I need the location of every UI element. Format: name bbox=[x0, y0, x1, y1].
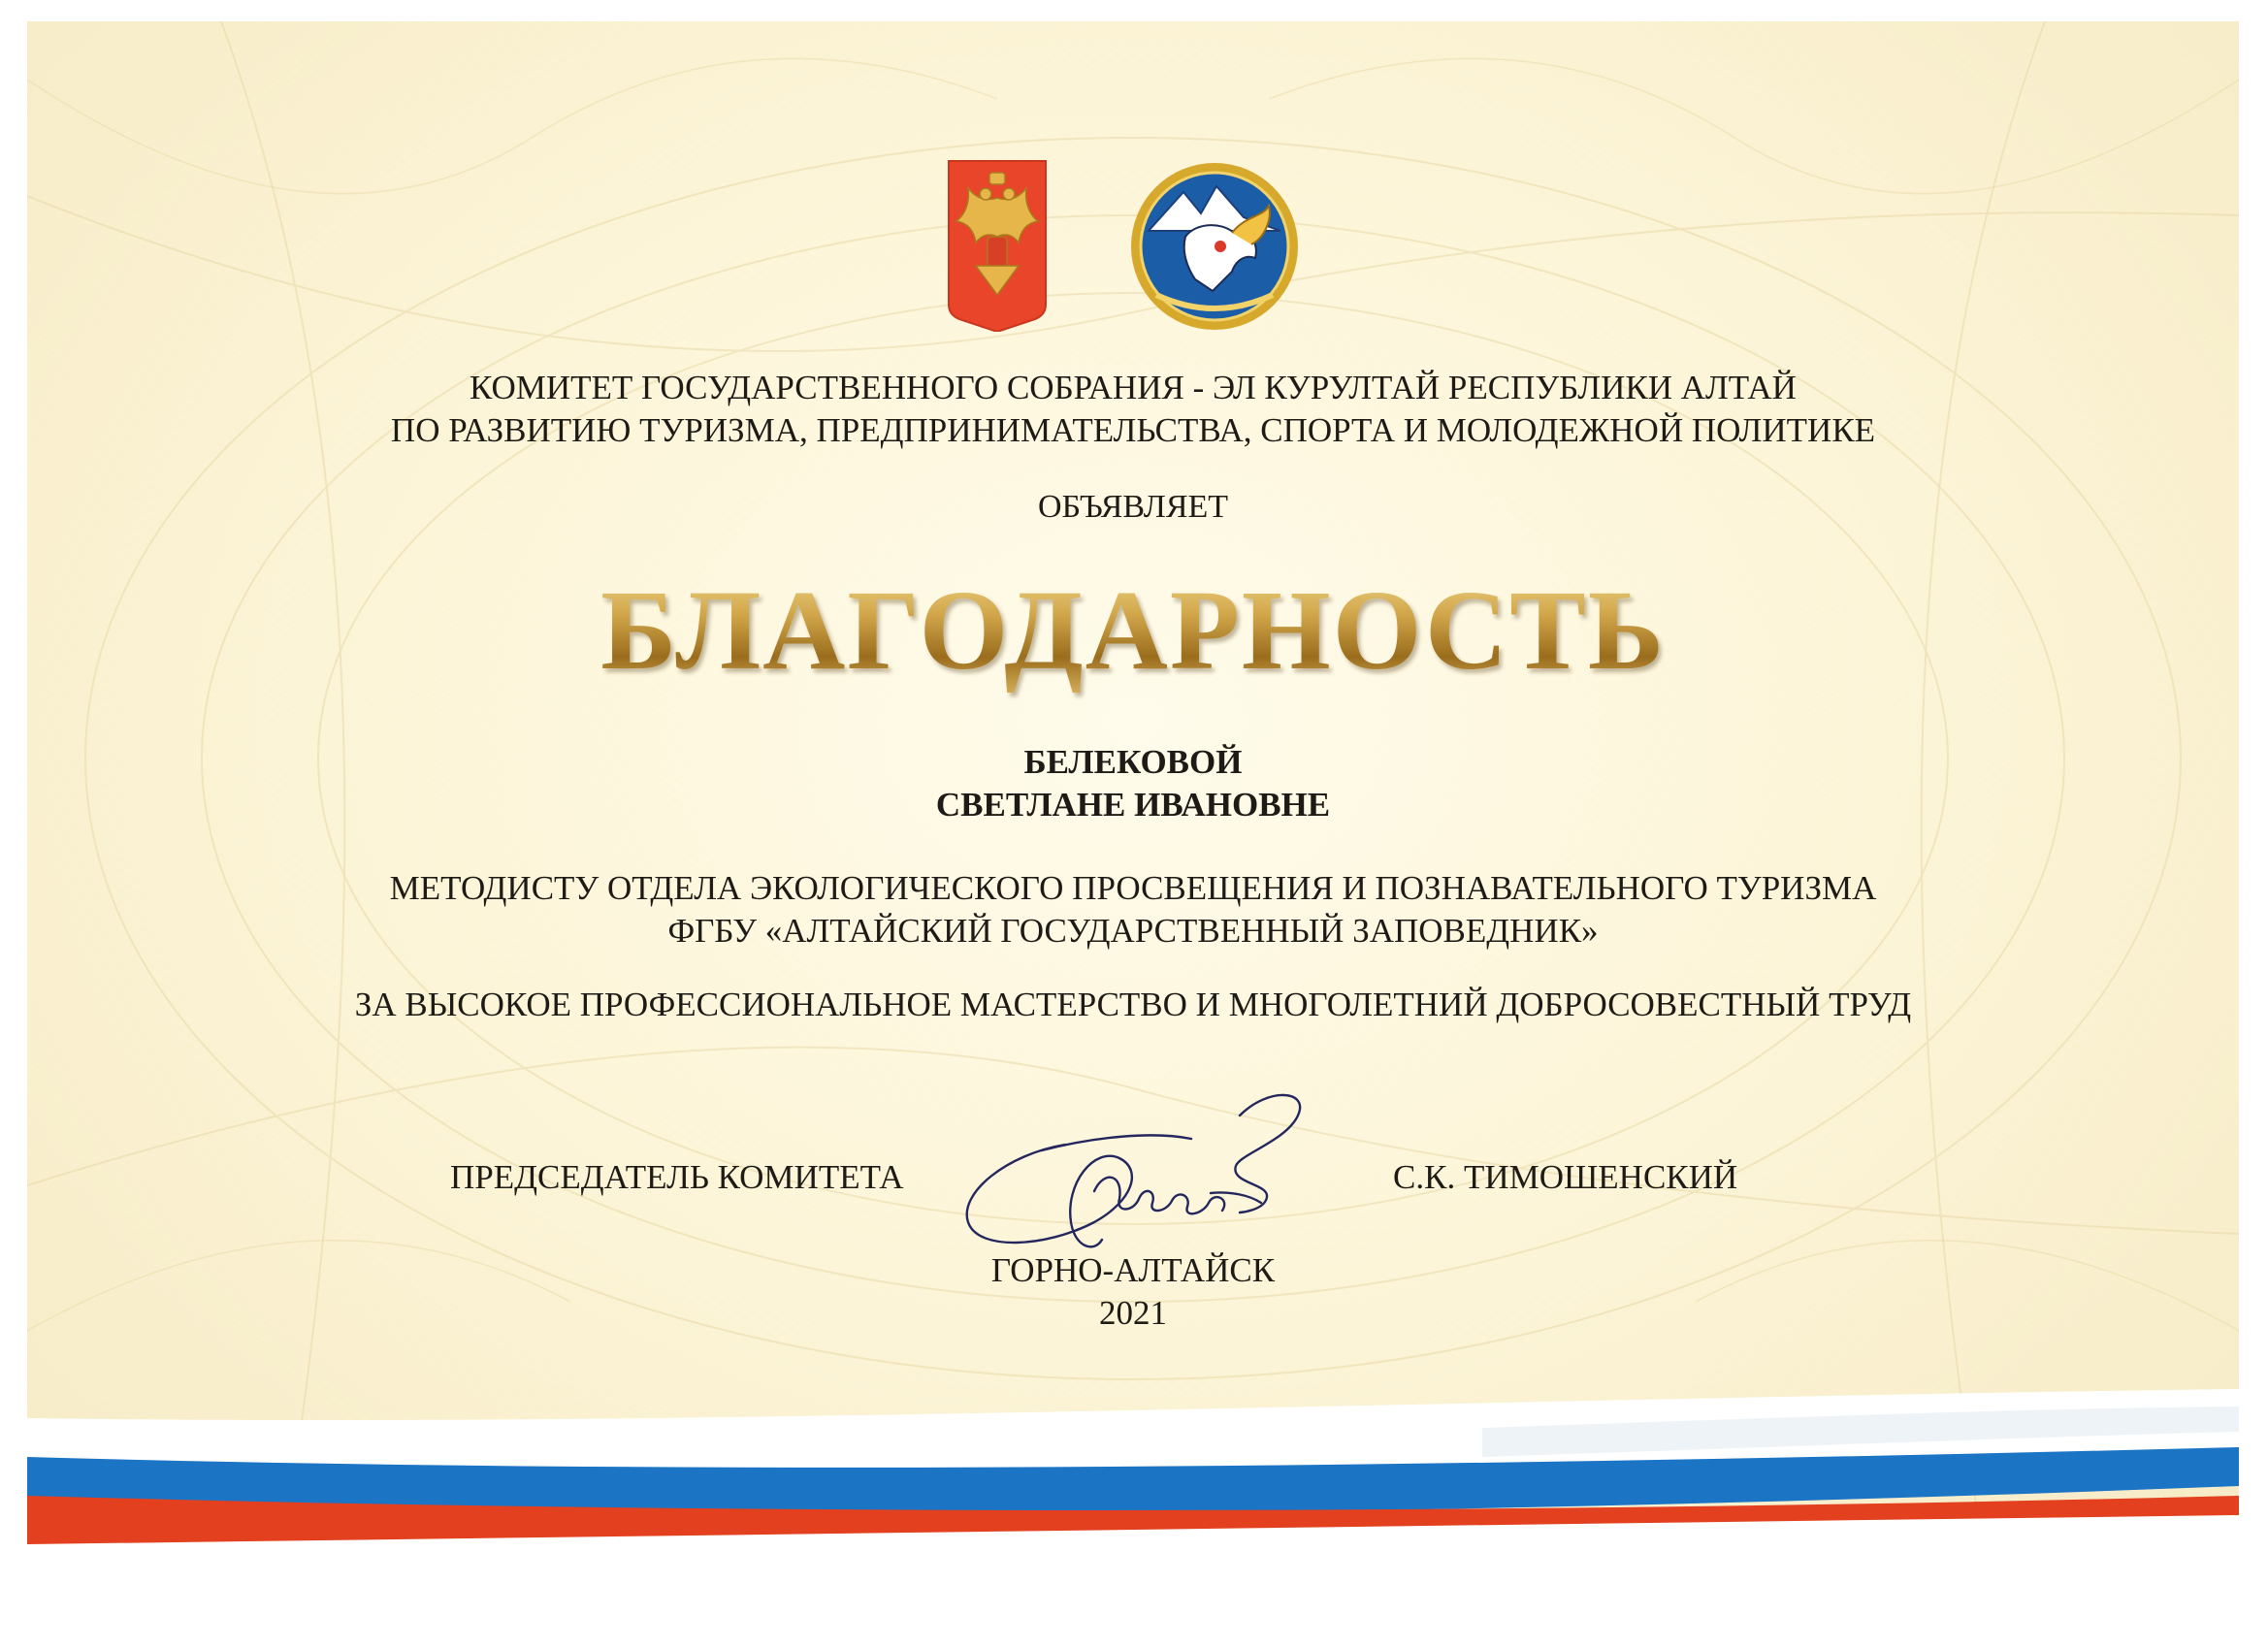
issue-year: 2021 bbox=[1099, 1293, 1167, 1332]
award-reason: ЗА ВЫСОКОЕ ПРОФЕССИОНАЛЬНОЕ МАСТЕРСТВО И МНОГОЛЕТНИЙ ДОБРОСОВЕСТНЫЙ ТРУД bbox=[354, 986, 1912, 1023]
recipient-first-name: СВЕТЛАНЕ ИВАНОВНЕ bbox=[935, 785, 1331, 824]
position-line-2: ФГБУ «АЛТАЙСКИЙ ГОСУДАРСТВЕННЫЙ ЗАПОВЕДНИК» bbox=[667, 911, 1599, 950]
emblems-row bbox=[27, 138, 2239, 341]
organization-line-2: ПО РАЗВИТИЮ ТУРИЗМА, ПРЕДПРИНИМАТЕЛЬСТВА, СПОРТА И МОЛОДЕЖНОЙ ПОЛИТИКЕ bbox=[390, 410, 1876, 449]
organization-heading bbox=[27, 367, 2239, 452]
announce-text: ОБЪЯВЛЯЕТ bbox=[1037, 489, 1229, 525]
city-name: ГОРНО-АЛТАЙСК bbox=[990, 1251, 1276, 1289]
signatory-name: С.К. ТИМОШЕНСКИЙ bbox=[1393, 1158, 1738, 1196]
certificate-title: БЛАГОДАРНОСТЬ bbox=[27, 565, 2239, 696]
recipient-position bbox=[27, 867, 2239, 953]
position-line-1: МЕТОДИСТУ ОТДЕЛА ЭКОЛОГИЧЕСКОГО ПРОСВЕЩЕНИЯ И ПОЗНАВАТЕЛЬНОГО ТУРИЗМА bbox=[389, 869, 1877, 907]
recipient-name bbox=[27, 741, 2239, 826]
altai-republic-coat-of-arms-icon bbox=[1127, 159, 1302, 334]
recipient-surname: БЕЛЕКОВОЙ bbox=[1023, 743, 1243, 781]
organization-line-1: КОМИТЕТ ГОСУДАРСТВЕННОГО СОБРАНИЯ - ЭЛ КУРУЛТАЙ РЕСПУБЛИКИ АЛТАЙ bbox=[470, 369, 1797, 406]
flag-ribbon bbox=[27, 1360, 2239, 1573]
russian-coat-of-arms-icon bbox=[947, 159, 1048, 332]
signatory-title: ПРЕДСЕДАТЕЛЬ КОМИТЕТА bbox=[450, 1158, 904, 1196]
certificate-sheet bbox=[27, 21, 2239, 1573]
signature-row bbox=[27, 1135, 2239, 1251]
handwritten-signature bbox=[949, 1077, 1327, 1271]
place-and-date bbox=[27, 1249, 2239, 1335]
